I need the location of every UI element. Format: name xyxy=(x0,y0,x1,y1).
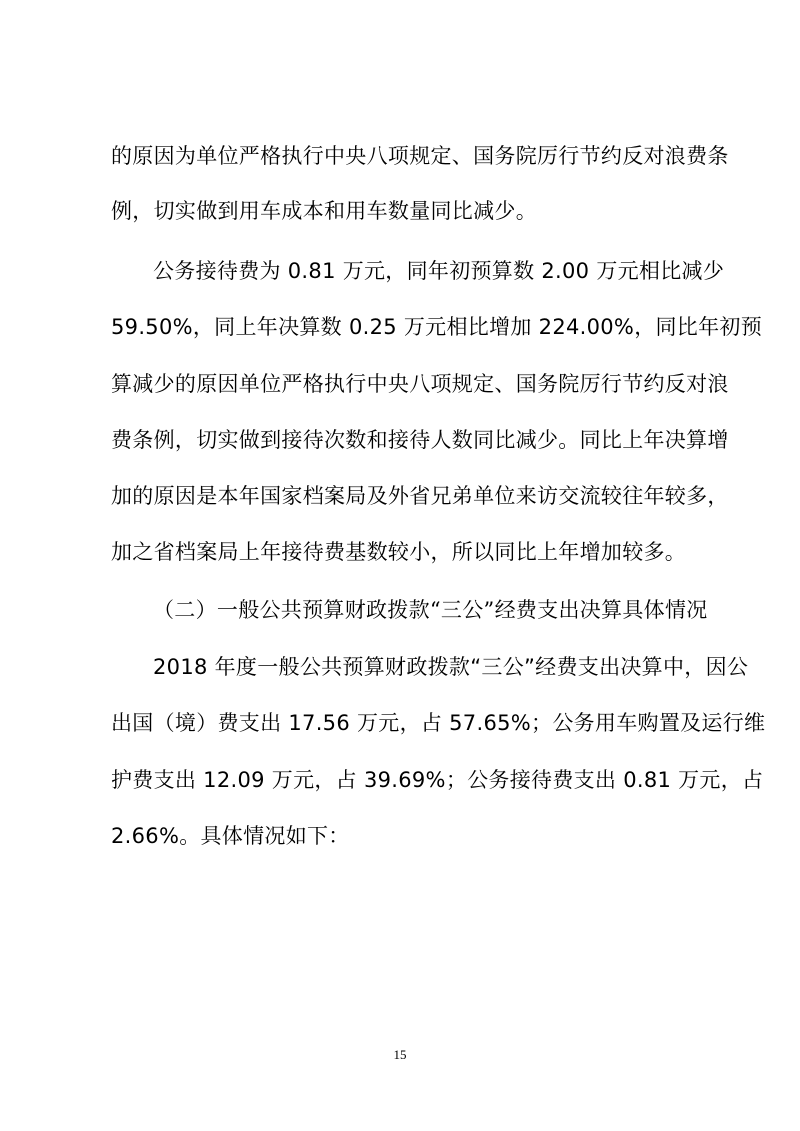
paragraph-line-7: 加的原因是本年国家档案局及外省兄弟单位来访交流较往年较多， xyxy=(111,484,729,508)
paragraph-line-8: 加之省档案局上年接待费基数较小，所以同比上年增加较多。 xyxy=(111,540,687,564)
paragraph-line-9: 2018 年度一般公共预算财政拨款“三公”经费支出决算中，因公 xyxy=(153,655,749,679)
paragraph-line-12: 2.66%。具体情况如下： xyxy=(111,824,350,848)
page-number: 15 xyxy=(393,1047,407,1062)
paragraph-line-2: 例，切实做到用车成本和用车数量同比减少。 xyxy=(111,199,537,223)
paragraph-line-4: 59.50%，同上年决算数 0.25 万元相比增加 224.00%，同比年初预 xyxy=(111,315,762,339)
paragraph-line-3: 公务接待费为 0.81 万元，同年初预算数 2.00 万元相比减少 xyxy=(153,259,725,283)
paragraph-line-5: 算减少的原因单位严格执行中央八项规定、国务院厉行节约反对浪 xyxy=(111,372,729,396)
paragraph-line-6: 费条例，切实做到接待次数和接待人数同比减少。同比上年决算增 xyxy=(111,428,729,452)
paragraph-line-11: 护费支出 12.09 万元，占 39.69%；公务接待费支出 0.81 万元，占 xyxy=(111,768,764,792)
paragraph-line-10: 出国（境）费支出 17.56 万元，占 57.65%；公务用车购置及运行维 xyxy=(111,711,766,735)
section-heading: （二）一般公共预算财政拨款“三公”经费支出决算具体情况 xyxy=(153,598,708,622)
paragraph-line-1: 的原因为单位严格执行中央八项规定、国务院厉行节约反对浪费条 xyxy=(111,144,729,168)
